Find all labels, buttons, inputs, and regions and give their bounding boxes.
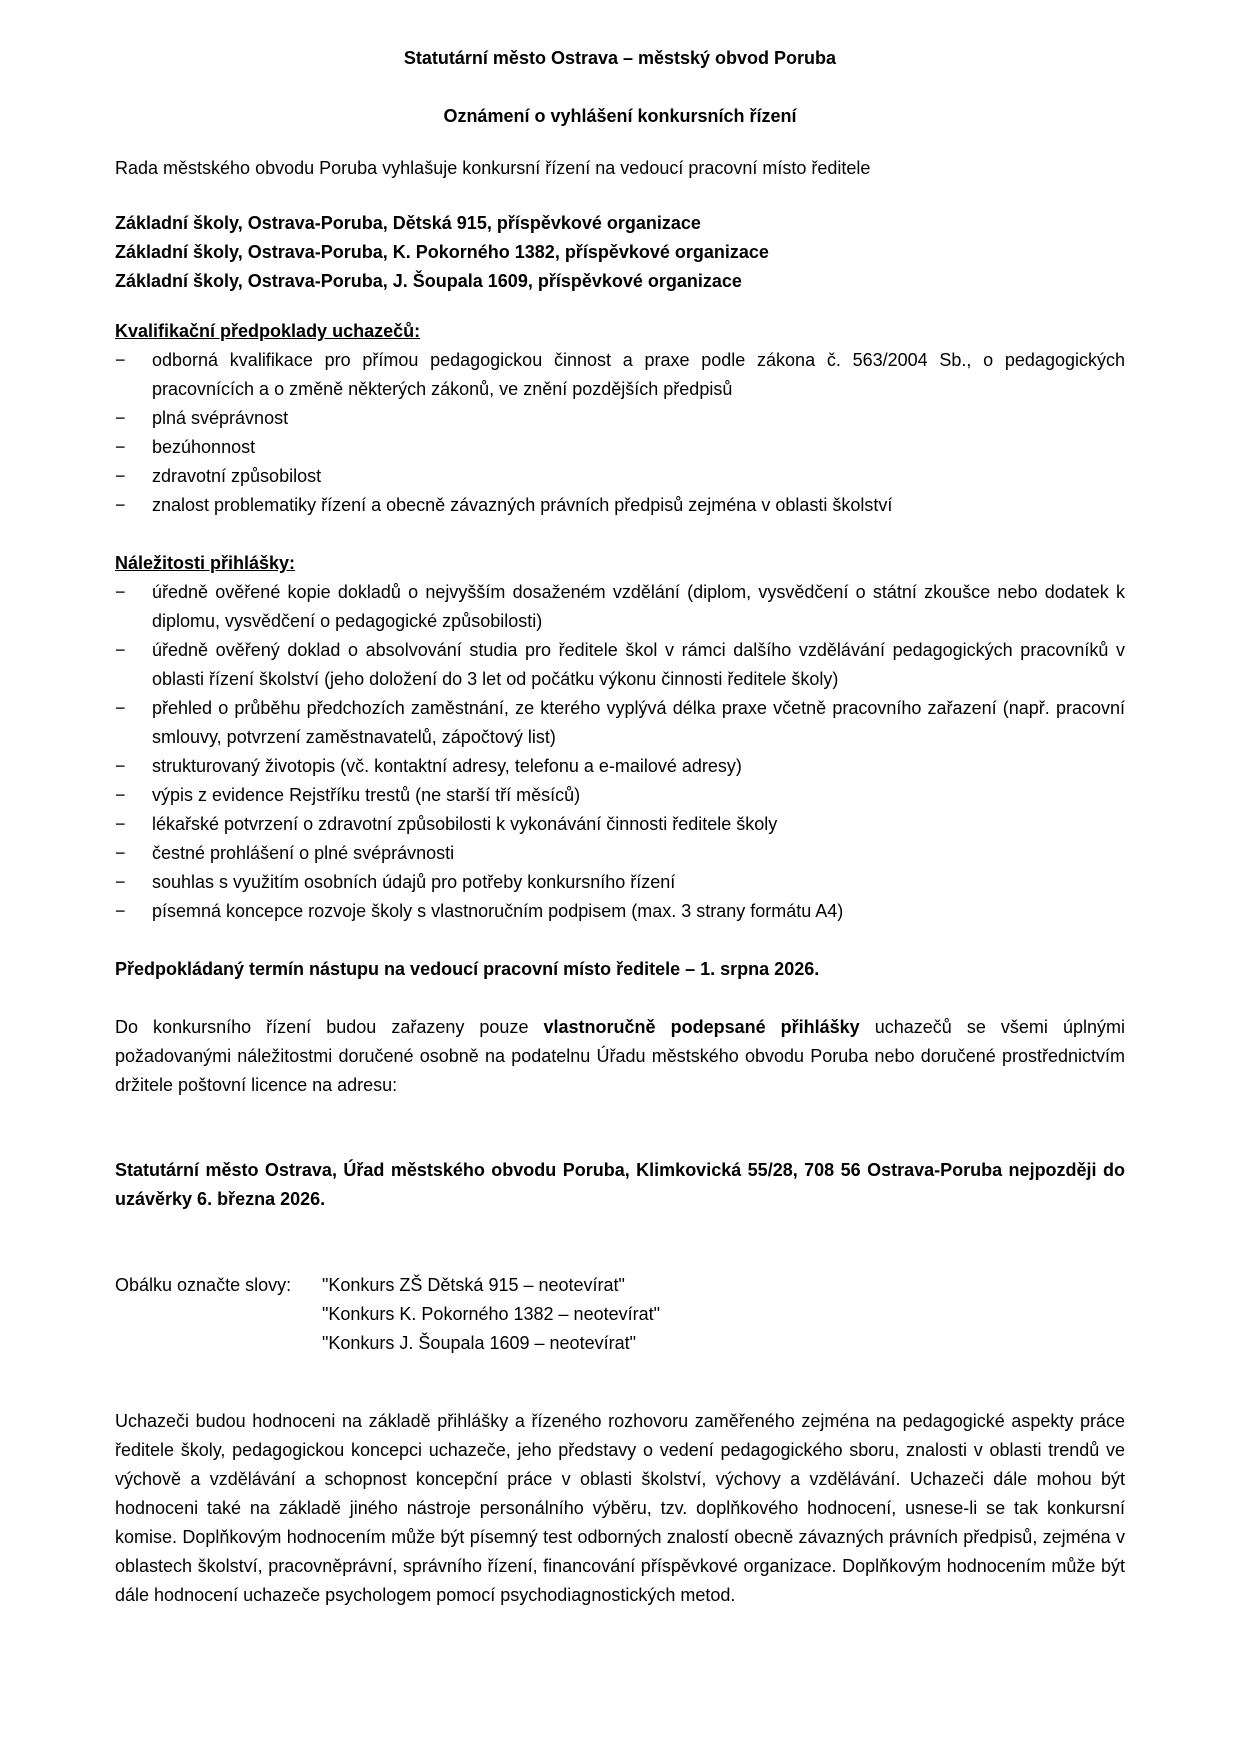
- list-item: − odborná kvalifikace pro přímou pedagogickou činnost a praxe podle zákona č. 563/2004 Sb., o pedagogických pracovnících a o změně některých zákonů, ve znění pozdějších předpisů: [115, 346, 1125, 404]
- envelope-label: Obálku označte slovy:: [115, 1275, 292, 1295]
- dash-bullet: −: [115, 814, 126, 834]
- submission-bold: vlastnoručně podepsané přihlášky: [543, 1017, 860, 1037]
- submission-paragraph: [115, 1013, 1125, 1100]
- envelope-line: "Konkurs K. Pokorného 1382 – neotevírat": [322, 1304, 660, 1324]
- dash-bullet: −: [115, 756, 126, 776]
- requirements-heading: Náležitosti přihlášky:: [115, 553, 296, 573]
- list-item: − čestné prohlášení o plné svéprávnosti: [115, 839, 1125, 868]
- dash-bullet: −: [115, 872, 126, 892]
- dash-bullet: −: [115, 350, 126, 370]
- dash-bullet: −: [115, 466, 126, 486]
- list-item: − bezúhonnost: [115, 433, 1125, 462]
- school-line: Základní školy, Ostrava-Poruba, Dětská 915, příspěvkové organizace: [115, 213, 701, 233]
- school-line: Základní školy, Ostrava-Poruba, K. Pokorného 1382, příspěvkové organizace: [115, 242, 769, 262]
- list-item: − plná svéprávnost: [115, 404, 1125, 433]
- dash-bullet: −: [115, 582, 126, 602]
- list-item: − úředně ověřený doklad o absolvování studia pro ředitele škol v rámci dalšího vzdělávání pedagogických pracovníků v oblasti řízení školství (jeho doložení do 3 let od počátku výkonu činnosti ředitele školy): [115, 636, 1125, 694]
- submission-suffix: uchazečů se všemi úplnými požadovanými náležitostmi doručené osobně na podatelnu Úřadu městského obvodu Poruba nebo doručené prostřednictvím držitele poštovní licence na adresu:: [115, 1017, 1125, 1095]
- submission-prefix: Do konkursního řízení budou zařazeny pouze: [115, 1017, 544, 1037]
- dash-bullet: −: [115, 785, 126, 805]
- requirements-list: [115, 578, 1125, 926]
- list-item: − lékařské potvrzení o zdravotní způsobilosti k vykonávání činnosti ředitele školy: [115, 810, 1125, 839]
- document-header: Statutární město Ostrava – městský obvod Poruba: [403, 48, 837, 68]
- list-item: − úředně ověřené kopie dokladů o nejvyšším dosaženém vzdělání (diplom, vysvědčení o státní zkoušce nebo dodatek k diplomu, vysvědčení o pedagogické způsobilosti): [115, 578, 1125, 636]
- school-list: [115, 209, 1125, 296]
- dash-bullet: −: [115, 437, 126, 457]
- list-item: − strukturovaný životopis (vč. kontaktní adresy, telefonu a e-mailové adresy): [115, 752, 1125, 781]
- list-item: − souhlas s využitím osobních údajů pro potřeby konkursního řízení: [115, 868, 1125, 897]
- evaluation-paragraph: Uchazeči budou hodnoceni na základě přihlášky a řízeného rozhovoru zaměřeného zejména na pedagogické aspekty práce ředitele školy, pedagogickou koncepci uchazeče, jeho představy o vedení pedagogického sboru, znalosti v oblasti trendů ve výchově a vzdělávání a schopnost koncepční práce v oblasti školství, výchovy a vzdělávání. Uchazeči dále mohou být hodnoceni také na základě jiného nástroje personálního výběru, tzv. doplňkového hodnocení, usnese-li se tak konkursní komise. Doplňkovým hodnocením může být písemný test odborných znalostí obecně závazných právních předpisů, zejména v oblastech školství, pracovněprávní, správního řízení, financování příspěvkové organizace. Doplňkovým hodnocením může být dále hodnocení uchazeče psychologem pomocí psychodiagnostických metod.: [115, 1411, 1125, 1605]
- list-item: − znalost problematiky řízení a obecně závazných právních předpisů zejména v oblasti školství: [115, 491, 1125, 520]
- envelope-line: "Konkurs J. Šoupala 1609 – neotevírat": [322, 1333, 636, 1353]
- list-item: − písemná koncepce rozvoje školy s vlastnoručním podpisem (max. 3 strany formátu A4): [115, 897, 1125, 926]
- dash-bullet: −: [115, 640, 126, 660]
- page-title: Oznámení o vyhlášení konkursních řízení: [443, 106, 797, 126]
- school-line: Základní školy, Ostrava-Poruba, J. Šoupala 1609, příspěvkové organizace: [115, 271, 742, 291]
- list-item: − zdravotní způsobilost: [115, 462, 1125, 491]
- dash-bullet: −: [115, 408, 126, 428]
- envelope-line: "Konkurs ZŠ Dětská 915 – neotevírat": [322, 1275, 625, 1295]
- start-date-paragraph: Předpokládaný termín nástupu na vedoucí pracovní místo ředitele – 1. srpna 2026.: [115, 959, 820, 979]
- envelope-block: [115, 1271, 1125, 1358]
- dash-bullet: −: [115, 698, 126, 718]
- intro-paragraph: Rada městského obvodu Poruba vyhlašuje konkursní řízení na vedoucí pracovní místo ředitele: [115, 158, 871, 178]
- list-item: − výpis z evidence Rejstříku trestů (ne starší tří měsíců): [115, 781, 1125, 810]
- dash-bullet: −: [115, 495, 126, 515]
- qualifications-list: [115, 346, 1125, 520]
- qualifications-heading: Kvalifikační předpoklady uchazečů:: [115, 321, 421, 341]
- dash-bullet: −: [115, 843, 126, 863]
- list-item: − přehled o průběhu předchozích zaměstnání, ze kterého vyplývá délka praxe včetně pracovního zařazení (např. pracovní smlouvy, potvrzení zaměstnavatelů, zápočtový list): [115, 694, 1125, 752]
- address-paragraph: Statutární město Ostrava, Úřad městského obvodu Poruba, Klimkovická 55/28, 708 56 Ostrava-Poruba nejpozději do uzávěrky 6. března 2026.: [115, 1160, 1125, 1209]
- envelope-lines: [322, 1271, 1125, 1358]
- dash-bullet: −: [115, 901, 126, 921]
